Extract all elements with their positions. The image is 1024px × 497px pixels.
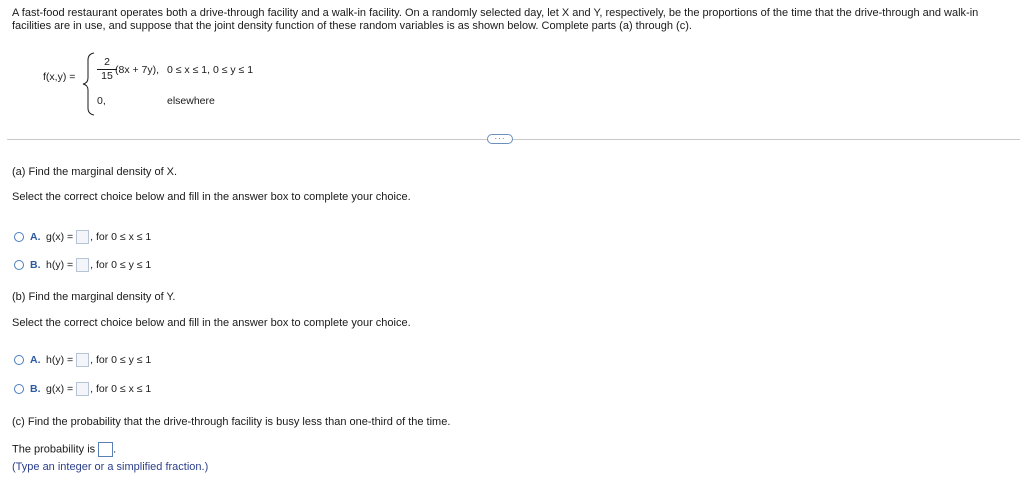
left-brace-icon: [82, 52, 96, 116]
density-expression: (8x + 7y),: [115, 64, 160, 76]
answer-hint: (Type an integer or a simplified fraction.): [12, 461, 209, 473]
density-condition: 0 ≤ x ≤ 1, 0 ≤ y ≤ 1: [167, 64, 254, 76]
part-b-choice-a[interactable]: [14, 353, 151, 367]
part-b-instruction: Select the correct choice below and fill in the answer box to complete your choice.: [12, 317, 411, 329]
choice-lhs: h(y) =: [46, 354, 74, 366]
answer-prefix: The probability is: [12, 443, 96, 456]
choice-range: , for 0 ≤ y ≤ 1: [90, 354, 152, 366]
choice-letter: A.: [30, 354, 41, 366]
choice-lhs: g(x) =: [46, 383, 74, 395]
part-b-question: (b) Find the marginal density of Y.: [12, 291, 176, 303]
answer-suffix: .: [113, 443, 117, 456]
part-a-question: (a) Find the marginal density of X.: [12, 166, 178, 178]
choice-range: , for 0 ≤ y ≤ 1: [90, 259, 152, 271]
density-elsewhere: elsewhere: [167, 95, 215, 107]
fraction-denominator: 15: [101, 70, 113, 82]
choice-lhs: g(x) =: [46, 231, 74, 243]
radio-button[interactable]: [14, 384, 24, 394]
probability-input[interactable]: [98, 442, 113, 457]
part-a-instruction: Select the correct choice below and fill in the answer box to complete your choice.: [12, 191, 411, 203]
radio-button[interactable]: [14, 232, 24, 242]
answer-box[interactable]: [76, 230, 89, 244]
choice-letter: B.: [30, 259, 41, 271]
problem-intro: A fast-food restaurant operates both a drive-through facility and a walk-in facility. On a randomly selected day, let X and Y, respectively, be the proportions of the time that the drive-through and walk-in facilities are in use, and suppose that the joint density function of these random variables is as shown below. Complete parts (a) through (c).: [12, 7, 979, 32]
radio-button[interactable]: [14, 355, 24, 365]
choice-letter: B.: [30, 383, 41, 395]
part-c-answer-line: [12, 442, 116, 457]
radio-button[interactable]: [14, 260, 24, 270]
fraction-numerator: 2: [104, 56, 110, 68]
density-fraction: [97, 57, 117, 82]
answer-box[interactable]: [76, 382, 89, 396]
part-b-choice-b[interactable]: [14, 382, 151, 396]
section-divider: [7, 139, 1020, 140]
answer-box[interactable]: [76, 353, 89, 367]
choice-letter: A.: [30, 231, 41, 243]
answer-box[interactable]: [76, 258, 89, 272]
part-a-choice-a[interactable]: [14, 230, 151, 244]
part-a-choice-b[interactable]: [14, 258, 151, 272]
choice-range: , for 0 ≤ x ≤ 1: [90, 231, 152, 243]
choice-range: , for 0 ≤ x ≤ 1: [90, 383, 152, 395]
choice-lhs: h(y) =: [46, 259, 74, 271]
density-zero: 0,: [97, 95, 106, 107]
more-button[interactable]: ···: [487, 134, 513, 144]
density-label: f(x,y) =: [43, 71, 76, 83]
part-c-question: (c) Find the probability that the drive-through facility is busy less than one-third of the time.: [12, 416, 451, 428]
